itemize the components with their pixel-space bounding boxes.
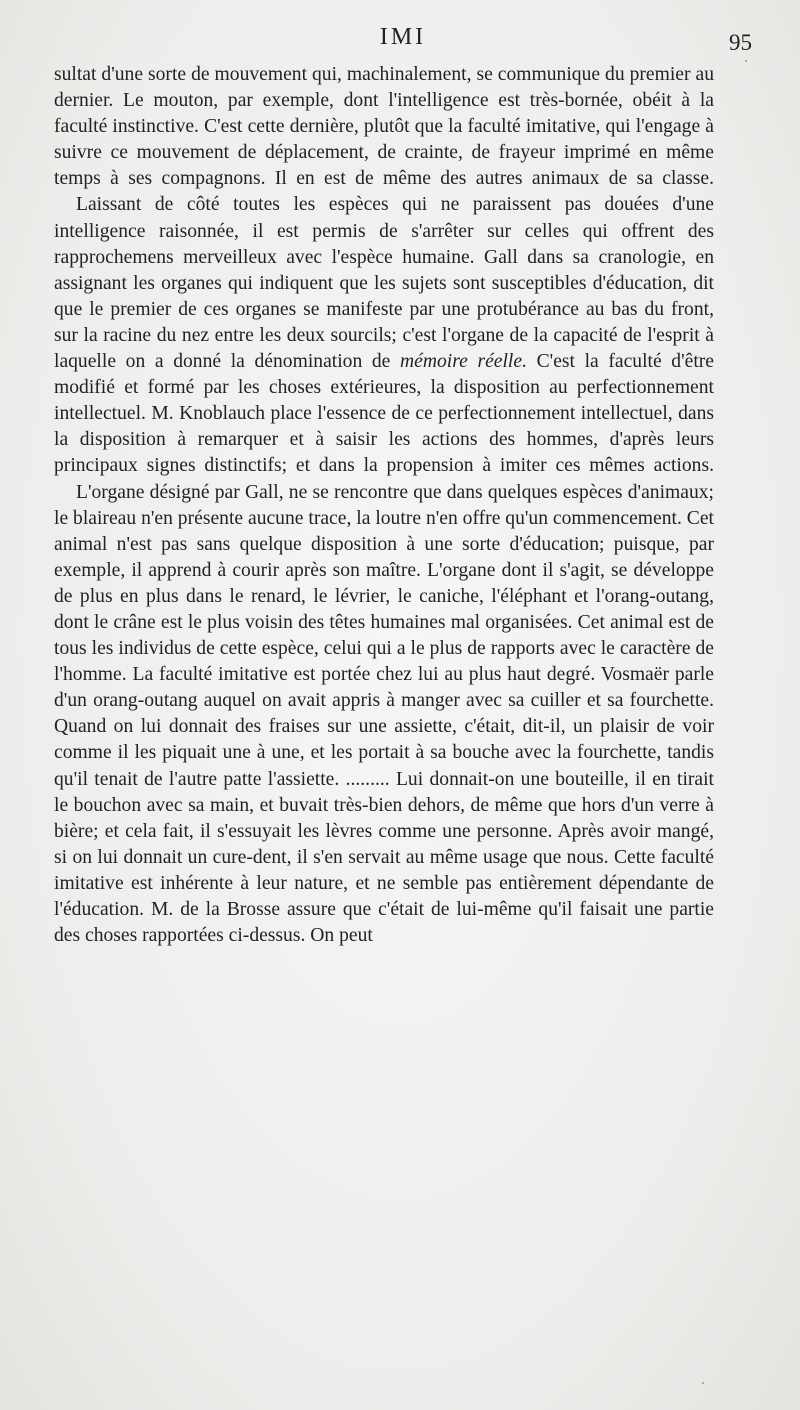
running-head: IMI bbox=[379, 24, 427, 50]
paragraph-3-text: L'organe désigné par Gall, ne se rencontre que dans quelques espèces d'animaux; le blaireau n'en présente aucune trace, la loutre n'en offre qu'un commencement. Cet animal n'est pas sans quelque disposition à une sorte d'éducation; puisque, par exemple, il apprend à courir après son maître. L'organe dont il s'agit, se développe de plus en plus dans le renard, le lévrier, le caniche, l'éléphant et l'orang-outang, dont le crâne est le plus voisin des têtes humaines mal organisées. Cet animal est de tous les individus de cette espèce, celui qui a le plus de rapports avec le caractère de l'homme. La faculté imitative est portée chez lui au plus haut degré. Vosmaër parle d'un orang-outang auquel on avait appris à manger avec sa cuiller et sa fourchette. Quand on lui donnait des fraises sur une assiette, c'était, dit-il, un plaisir de voir comme il les piquait une à une, et les portait à sa bouche avec la fourchette, tandis qu'il tenait de l'autre patte l'assiette. ......... Lui donnait-on une bouteille, il en tirait le bouchon avec sa main, et buvait très-bien dehors, de même que hors d'un verre à bière; et cela fait, il s'essuyait les lèvres comme une personne. Après avoir mangé, si on lui donnait un cure-dent, il s'en servait au même usage que nous. Cette faculté imitative est inhérente à leur nature, et ne semble pas entièrement dépendante de l'éducation. M. de la Brosse assure que c'était de lui-même qu'il faisait une partie des choses rapportées ci-dessus. On peut bbox=[54, 481, 714, 947]
paragraph-2 bbox=[54, 192, 714, 479]
paragraph-1-text: sultat d'une sorte de mouvement qui, machinalement, se communique du premier au dernier. Le mouton, par exemple, dont l'intelligence est très-bornée, obéit à la faculté instinctive. C'est cette dernière, plutôt que la faculté imitative, qui l'engage à suivre ce mouvement de déplacement, de crainte, de frayeur imprimé en même temps à ses compagnons. Il en est de même des autres animaux de sa classe. bbox=[54, 64, 714, 190]
paragraph-2-text-b: C'est la faculté d'être modifié et formé par les choses extérieures, la disposition au perfectionnement intellectuel. M. Knoblauch place l'essence de ce perfectionnement intellectuel, dans la disposition à remarquer et à saisir les actions des hommes, d'après leurs principaux signes distinctifs; et dans la propension à imiter ces mêmes actions. bbox=[54, 351, 714, 477]
paragraph-1 bbox=[54, 62, 714, 192]
body-text bbox=[54, 62, 714, 949]
paper-speck bbox=[745, 60, 747, 62]
page-header bbox=[54, 24, 752, 58]
paragraph-2-text-a: Laissant de côté toutes les espèces qui ne paraissent pas douées d'une intelligence raisonnée, il est permis de s'arrêter sur celles qui offrent des rapprochemens merveilleux avec l'espèce humaine. Gall dans sa cranologie, en assignant les organes qui indiquent que les sujets sont susceptibles d'éducation, dit que le premier de ces organes se manifeste par une protubérance au bas du front, sur la racine du nez entre les deux sourcils; c'est l'organe de la capacité de l'esprit à laquelle on a donné la dénomination de bbox=[54, 194, 714, 373]
italic-term: mémoire réelle. bbox=[400, 351, 527, 373]
page-number: 95 bbox=[729, 30, 752, 55]
paper-speck bbox=[702, 1382, 704, 1384]
paragraph-3 bbox=[54, 480, 714, 950]
